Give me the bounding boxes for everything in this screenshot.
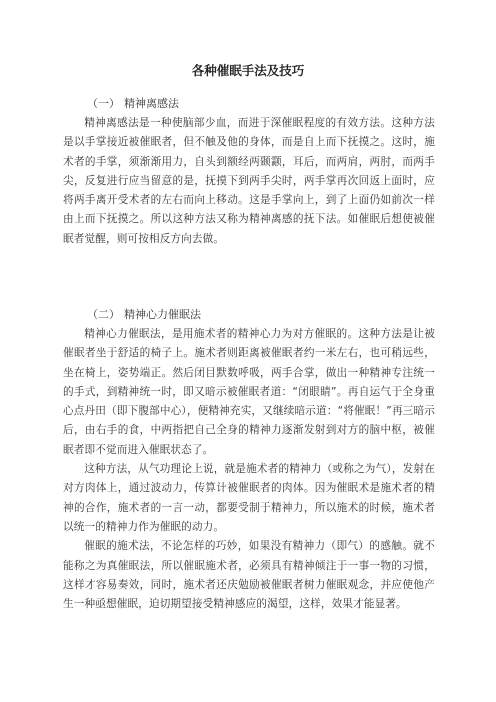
section-heading-text: 精神离感法 [124,97,179,110]
paragraph: 精神心力催眠法，是用施术者的精神心力为对方催眠的。这种方法是让被催眠者坐于舒适的椅子上。施术者则距离被催眠者约一米左右，也可稍远些，坐在椅上，姿势端正。然后闭目默数呼吸，两手合掌，做出一种精神专注统一的手式，到精神统一时，即又暗示被催眠者道：“闭眼睛”。再自运气于全身重心点丹田（即下腹部中心），便精神充实，又继续暗示道：“将催眠！”再三暗示后，由右手的食，中两指把自己全身的精神力逐渐发射到对方的脑中枢，被催眠者即不觉而进入催眠状态了。 [63,328,435,456]
section-heading [87,94,435,114]
section-number: （一） [87,97,120,110]
section-mental-power [63,305,435,614]
section-heading [87,305,435,325]
document-title: 各种催眠手法及技巧 [191,63,305,78]
paragraph: 这种方法，从气功理论上说，就是施术者的精神力（或称之为气），发射在对方肉体上，通过波动力，传算计被催眠者的肉体。因为催眠术是施术者的精神的合作，施术者的一言一动，都要受制于精神力，所以施术的时候，施术者以统一的精神力作为催眠的动力。 [63,463,435,533]
section-number: （二） [87,308,120,321]
paragraph: 精神离感法是一种使脑部少血，而进于深催眠程度的有效方法。这种方法是以手掌接近被催眠者，但不触及他的身体，而是自上而下抚摸之。这时，施术者的手掌，须渐渐用力，自头到额经两颞颥，耳后，而两肩，两肘，而两手尖，反复进行应当留意的是，抚摸下到两手尖时，两手掌再次回返上面时，应将两手离开受术者的左右而向上移动。这是手掌向上，到了上面仍如前次一样由上而下抚摸之。所以这种方法又称为精神离感的抚下法。如催眠后想使被催眠者觉醒，则可按相反方向去做。 [63,117,435,245]
section-heading-text: 精神心力催眠法 [124,308,201,321]
section-mental-separation [63,94,435,249]
paragraph: 催眠的施术法，不论怎样的巧妙，如果没有精神力（即气）的感触。就不能称之为真催眠法，所以催眠施术者，必须具有精神倾注于一事一物的习惯，这样才容易奏效，同时，施术者还庆勉励被催眠者树力催眠观念，并应使他产生一种亟想催眠，迫切期望接受精神感应的渴望，这样，效果才能显著。 [63,540,435,611]
